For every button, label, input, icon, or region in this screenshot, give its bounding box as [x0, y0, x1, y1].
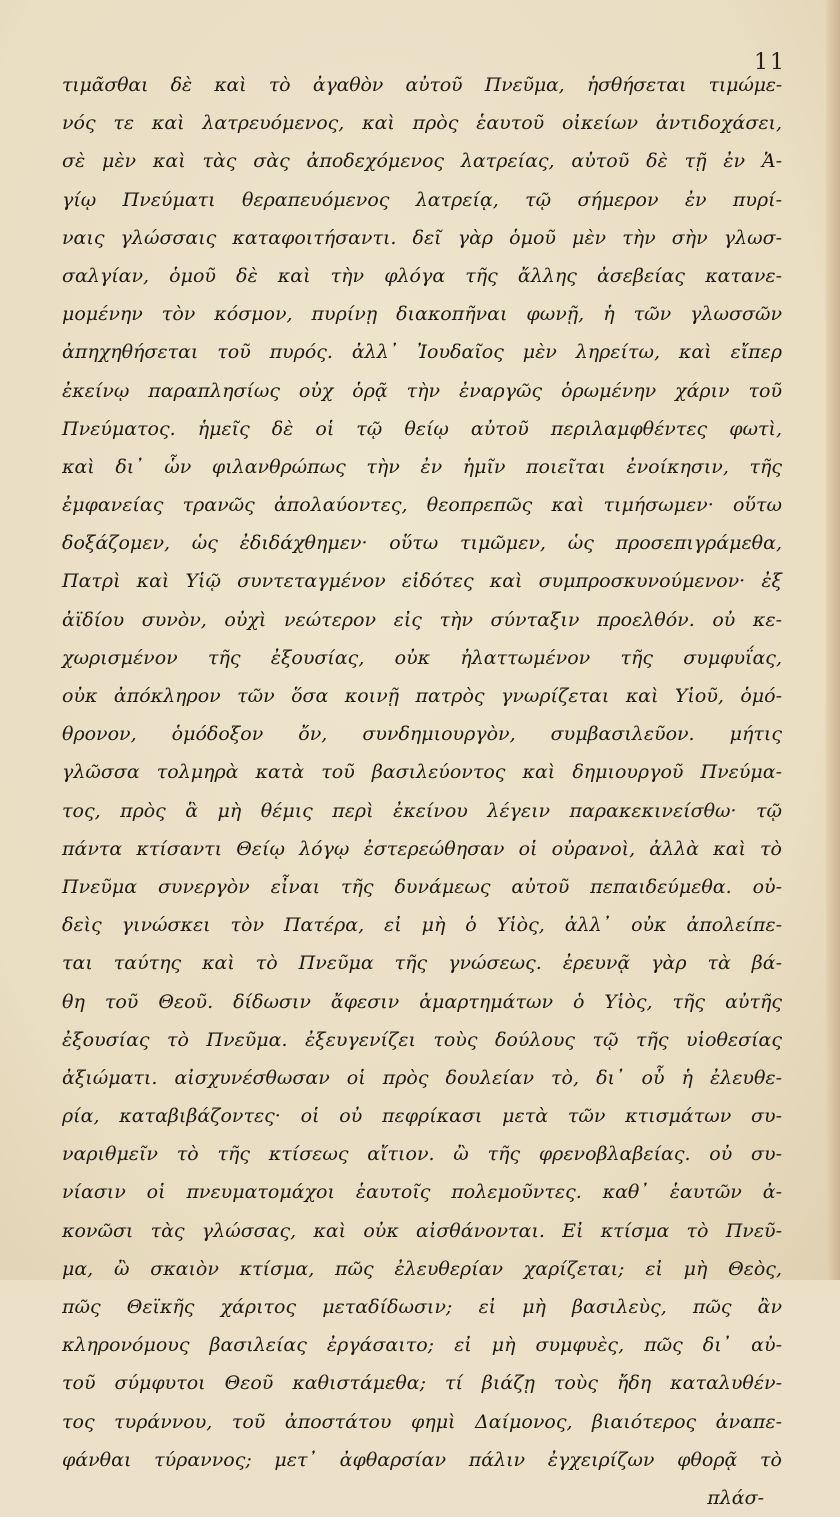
text-line-24: ται ταύτης καὶ τὸ Πνεῦμα τῆς γνώσεως. ἐρευνᾷ γὰρ τὰ βά- [62, 952, 782, 975]
text-line-35: τοῦ σύμφυτοι Θεοῦ καθιστάμεθα; τί βιάζῃ τοὺς ἤδη καταλυθέν- [62, 1372, 782, 1395]
text-line-12: ἐμφανείας τρανῶς ἀπολαύοντες, θεοπρεπῶς καὶ τιμήσωμεν· οὕτω [62, 494, 782, 517]
text-line-6: σαλγίαν, ὁμοῦ δὲ καὶ τὴν φλόγα τῆς ἄλλης ἀσεβείας κατανε- [62, 264, 782, 287]
text-line-37: φάνθαι τύραννος; μετ᾽ ἀφθαρσίαν πάλιν ἐγχειρίζων φθορᾷ τὸ [62, 1448, 782, 1471]
text-line-28: ρία, καταβιβάζοντες· οἱ οὐ πεφρίκασι μετὰ τῶν κτισμάτων συ- [62, 1105, 782, 1128]
text-line-18: θρονον, ὁμόδοξον ὄν, συνδημιουργὸν, συμβασιλεῦον. μήτις [62, 723, 782, 746]
text-line-4: γίῳ Πνεύματι θεραπευόμενος λατρείᾳ, τῷ σήμερον ἐν πυρί- [62, 188, 782, 211]
text-line-34: κληρονόμους βασιλείας ἐργάσαιτο; εἰ μὴ συμφυὲς, πῶς δι᾽ αὐ- [62, 1334, 782, 1357]
text-line-11: καὶ δι᾽ ὧν φιλανθρώπως τὴν ἐν ἡμῖν ποιεῖται ἐνοίκησιν, τῆς [62, 455, 782, 478]
text-line-30: νίασιν οἱ πνευματομάχοι ἑαυτοῖς πολεμοῦντες. καθ᾽ ἑαυτῶν ἀ- [62, 1181, 782, 1204]
text-line-32: μα, ὢ σκαιὸν κτίσμα, πῶς ἐλευθερίαν χαρίζεται; εἰ μὴ Θεὸς, [62, 1257, 782, 1280]
text-line-14: Πατρὶ καὶ Υἱῷ συντεταγμένον εἰδότες καὶ συμπροσκυνούμενον· ἐξ [62, 570, 782, 593]
text-line-26: ἐξουσίας τὸ Πνεῦμα. ἐξευγενίζει τοὺς δούλους τῷ τῆς υἱοθεσίας [62, 1028, 782, 1051]
text-line-7: μομένην τὸν κόσμον, πυρίνῃ διακοπῆναι φωνῇ, ἡ τῶν γλωσσῶν [62, 303, 782, 326]
text-line-13: δοξάζομεν, ὡς ἐδιδάχθημεν· οὕτω τιμῶμεν, ὡς προσεπιγράμεθα, [62, 532, 782, 555]
text-line-10: Πνεύματος. ἡμεῖς δὲ οἱ τῷ θείῳ αὐτοῦ περιλαμφθέντες φωτὶ, [62, 417, 782, 440]
page-edge [826, 0, 840, 1280]
text-line-31: κονῶσι τὰς γλώσσας, καὶ οὐκ αἰσθάνονται. Εἰ κτίσμα τὸ Πνεῦ- [62, 1219, 782, 1242]
text-line-20: τος, πρὸς ἃ μὴ θέμις περὶ ἐκείνου λέγειν παρακεκινείσθω· τῷ [62, 799, 782, 822]
catchword: πλάσ- [707, 1486, 764, 1509]
text-line-1: τιμᾶσθαι δὲ καὶ τὸ ἀγαθὸν αὐτοῦ Πνεῦμα, ἡσθήσεται τιμώμε- [62, 74, 782, 96]
text-line-8: ἀπηχηθήσεται τοῦ πυρός. ἀλλ᾽ Ἰουδαῖος μὲν ληρείτω, καὶ εἴπερ [62, 341, 782, 364]
text-line-33: πῶς Θεϊκῆς χάριτος μεταδίδωσιν; εἰ μὴ βασιλεὺς, πῶς ἂν [62, 1296, 782, 1318]
text-line-27: ἀξιώματι. αἰσχυνέσθωσαν οἱ πρὸς δουλείαν τὸ, δι᾽ οὗ ἡ ἐλευθε- [62, 1066, 782, 1089]
text-line-29: ναριθμεῖν τὸ τῆς κτίσεως αἴτιον. ὢ τῆς φρενοβλαβείας. οὐ συ- [62, 1143, 782, 1166]
text-line-22: Πνεῦμα συνεργὸν εἶναι τῆς δυνάμεως αὐτοῦ πεπαιδεύμεθα. οὐ- [62, 875, 782, 898]
text-line-25: θη τοῦ Θεοῦ. δίδωσιν ἄφεσιν ἁμαρτημάτων ὁ Υἱὸς, τῆς αὐτῆς [62, 990, 782, 1013]
text-line-2: νός τε καὶ λατρευόμενος, καὶ πρὸς ἑαυτοῦ οἰκείων ἀντιδοχάσει, [62, 112, 782, 135]
text-line-36: τος τυράννου, τοῦ ἀποστάτου φημὶ Δαίμονος, βιαιότερος ἀναπε- [62, 1410, 782, 1433]
text-line-17: οὐκ ἀπόκληρον τῶν ὅσα κοινῇ πατρὸς γνωρίζεται καὶ Υἱοῦ, ὁμό- [62, 685, 782, 707]
text-line-23: δεὶς γινώσκει τὸν Πατέρα, εἰ μὴ ὁ Υἱὸς, ἀλλ᾽ οὐκ ἀπολείπε- [62, 914, 782, 937]
text-line-16: χωρισμένον τῆς ἐξουσίας, οὐκ ἠλαττωμένον τῆς συμφυΐας, [62, 646, 782, 669]
text-line-19: γλῶσσα τολμηρὰ κατὰ τοῦ βασιλεύοντος καὶ δημιουργοῦ Πνεύμα- [62, 761, 782, 784]
text-line-5: ναις γλώσσαις καταφοιτήσαντι. δεῖ γὰρ ὁμοῦ μὲν τὴν σὴν γλωσ- [62, 226, 782, 249]
text-line-3: σὲ μὲν καὶ τὰς σὰς ἀποδεχόμενος λατρείας, αὐτοῦ δὲ τῇ ἐν Ἁ- [62, 150, 782, 173]
text-line-21: πάντα κτίσαντι Θείῳ λόγῳ ἐστερεώθησαν οἱ οὐρανοὶ, ἀλλὰ καὶ τὸ [62, 837, 782, 860]
text-line-9: ἐκείνῳ παραπλησίως οὐχ ὁρᾷ τὴν ἐναργῶς ὁρωμένην χάριν τοῦ [62, 379, 782, 402]
page-number: 11 [754, 50, 786, 75]
greek-text-block [62, 66, 782, 1517]
text-line-15: ἀϊδίου συνὸν, οὐχὶ νεώτερον εἰς τὴν σύνταξιν προελθόν. οὐ κε- [62, 608, 782, 631]
